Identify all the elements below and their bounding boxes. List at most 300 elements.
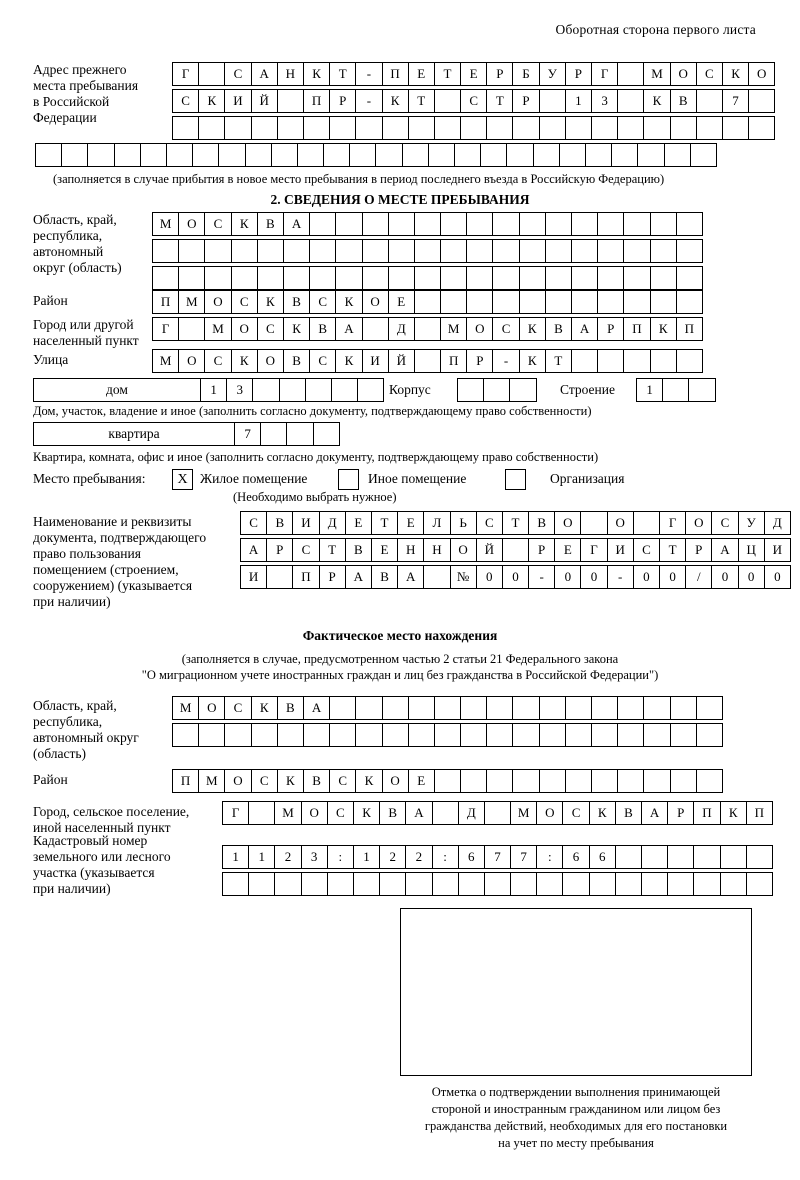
char-cell[interactable] bbox=[388, 212, 415, 236]
char-cell[interactable] bbox=[650, 290, 677, 314]
char-cell[interactable]: Д bbox=[319, 511, 346, 535]
char-cell[interactable]: Й bbox=[476, 538, 503, 562]
char-cell[interactable]: О bbox=[257, 349, 284, 373]
char-cell[interactable] bbox=[277, 116, 304, 140]
char-cell[interactable] bbox=[519, 212, 546, 236]
char-cell[interactable]: А bbox=[303, 696, 330, 720]
char-cell[interactable]: С bbox=[257, 317, 284, 341]
char-cell[interactable]: № bbox=[450, 565, 477, 589]
char-cell[interactable]: Й bbox=[388, 349, 415, 373]
char-cell[interactable]: К bbox=[303, 62, 330, 86]
char-cell[interactable]: Е bbox=[460, 62, 487, 86]
char-cell[interactable]: О bbox=[224, 769, 251, 793]
char-cell[interactable] bbox=[676, 290, 703, 314]
char-cell[interactable]: О bbox=[554, 511, 581, 535]
char-cell[interactable]: П bbox=[693, 801, 720, 825]
char-cell[interactable]: И bbox=[292, 511, 319, 535]
char-cell[interactable]: Р bbox=[266, 538, 293, 562]
checkbox-organizaciya[interactable] bbox=[505, 469, 526, 490]
char-cell[interactable]: - bbox=[355, 62, 382, 86]
char-cell[interactable] bbox=[696, 696, 723, 720]
char-cell[interactable]: П bbox=[382, 62, 409, 86]
char-cell[interactable] bbox=[458, 872, 485, 896]
char-cell[interactable]: 3 bbox=[301, 845, 328, 869]
char-cell[interactable] bbox=[297, 143, 324, 167]
char-cell[interactable]: В bbox=[257, 212, 284, 236]
char-cell[interactable]: С bbox=[711, 511, 738, 535]
char-cell[interactable]: К bbox=[251, 696, 278, 720]
char-cell[interactable] bbox=[512, 723, 539, 747]
char-cell[interactable]: Р bbox=[319, 565, 346, 589]
char-cell[interactable] bbox=[198, 116, 225, 140]
char-cell[interactable]: 0 bbox=[554, 565, 581, 589]
char-cell[interactable]: С bbox=[696, 62, 723, 86]
char-cell[interactable]: М bbox=[643, 62, 670, 86]
char-cell[interactable]: О bbox=[536, 801, 563, 825]
char-cell[interactable]: С bbox=[251, 769, 278, 793]
char-cell[interactable]: Р bbox=[597, 317, 624, 341]
char-cell[interactable] bbox=[231, 266, 258, 290]
char-cell[interactable]: Т bbox=[408, 89, 435, 113]
char-cell[interactable] bbox=[696, 89, 723, 113]
char-cell[interactable]: 0 bbox=[659, 565, 686, 589]
char-cell[interactable] bbox=[512, 769, 539, 793]
char-cell[interactable]: В bbox=[283, 290, 310, 314]
char-cell[interactable] bbox=[637, 143, 664, 167]
char-cell[interactable]: А bbox=[405, 801, 432, 825]
char-cell[interactable] bbox=[457, 378, 484, 402]
char-cell[interactable]: М bbox=[152, 212, 179, 236]
char-cell[interactable] bbox=[329, 696, 356, 720]
char-cell[interactable]: 1 bbox=[248, 845, 275, 869]
char-cell[interactable] bbox=[362, 266, 389, 290]
char-cell[interactable]: К bbox=[722, 62, 749, 86]
char-cell[interactable] bbox=[414, 349, 441, 373]
char-cell[interactable] bbox=[87, 143, 114, 167]
char-cell[interactable]: Г bbox=[152, 317, 179, 341]
char-cell[interactable]: А bbox=[335, 317, 362, 341]
char-cell[interactable] bbox=[492, 212, 519, 236]
char-cell[interactable]: И bbox=[764, 538, 791, 562]
char-cell[interactable] bbox=[355, 696, 382, 720]
char-cell[interactable]: Т bbox=[486, 89, 513, 113]
char-cell[interactable] bbox=[617, 89, 644, 113]
char-cell[interactable] bbox=[335, 239, 362, 263]
char-cell[interactable] bbox=[748, 89, 775, 113]
char-cell[interactable] bbox=[539, 769, 566, 793]
char-cell[interactable] bbox=[565, 696, 592, 720]
char-cell[interactable] bbox=[460, 723, 487, 747]
char-cell[interactable] bbox=[309, 239, 336, 263]
char-cell[interactable] bbox=[266, 565, 293, 589]
char-cell[interactable]: : bbox=[536, 845, 563, 869]
char-cell[interactable] bbox=[335, 212, 362, 236]
char-cell[interactable]: Е bbox=[397, 511, 424, 535]
char-cell[interactable]: А bbox=[283, 212, 310, 236]
char-cell[interactable]: П bbox=[676, 317, 703, 341]
char-cell[interactable]: 6 bbox=[458, 845, 485, 869]
char-cell[interactable]: С bbox=[633, 538, 660, 562]
char-cell[interactable] bbox=[565, 769, 592, 793]
char-cell[interactable] bbox=[571, 212, 598, 236]
char-cell[interactable]: С bbox=[329, 769, 356, 793]
char-cell[interactable] bbox=[650, 212, 677, 236]
char-cell[interactable]: О bbox=[685, 511, 712, 535]
char-cell[interactable] bbox=[329, 116, 356, 140]
char-cell[interactable] bbox=[434, 769, 461, 793]
char-cell[interactable]: О bbox=[198, 696, 225, 720]
char-cell[interactable]: Г bbox=[172, 62, 199, 86]
char-cell[interactable]: Ь bbox=[450, 511, 477, 535]
char-cell[interactable]: 1 bbox=[200, 378, 227, 402]
char-cell[interactable] bbox=[204, 266, 231, 290]
char-cell[interactable]: В bbox=[283, 349, 310, 373]
char-cell[interactable] bbox=[224, 723, 251, 747]
char-cell[interactable] bbox=[690, 143, 717, 167]
char-cell[interactable] bbox=[301, 872, 328, 896]
char-cell[interactable] bbox=[589, 872, 616, 896]
char-cell[interactable] bbox=[641, 845, 668, 869]
char-cell[interactable] bbox=[277, 89, 304, 113]
char-cell[interactable] bbox=[571, 239, 598, 263]
char-cell[interactable] bbox=[623, 290, 650, 314]
char-cell[interactable] bbox=[597, 212, 624, 236]
char-cell[interactable] bbox=[434, 723, 461, 747]
char-cell[interactable] bbox=[611, 143, 638, 167]
char-cell[interactable]: О bbox=[362, 290, 389, 314]
char-cell[interactable] bbox=[382, 723, 409, 747]
char-cell[interactable] bbox=[650, 266, 677, 290]
char-cell[interactable] bbox=[623, 212, 650, 236]
char-cell[interactable]: Д bbox=[458, 801, 485, 825]
char-cell[interactable] bbox=[327, 872, 354, 896]
char-cell[interactable] bbox=[506, 143, 533, 167]
char-cell[interactable]: О bbox=[301, 801, 328, 825]
char-cell[interactable] bbox=[510, 872, 537, 896]
char-cell[interactable] bbox=[623, 239, 650, 263]
char-cell[interactable]: М bbox=[274, 801, 301, 825]
checkbox-inoe[interactable] bbox=[338, 469, 359, 490]
char-cell[interactable] bbox=[545, 212, 572, 236]
char-cell[interactable]: И bbox=[362, 349, 389, 373]
char-cell[interactable]: С bbox=[224, 62, 251, 86]
char-cell[interactable] bbox=[283, 239, 310, 263]
char-cell[interactable]: В bbox=[545, 317, 572, 341]
char-cell[interactable] bbox=[676, 212, 703, 236]
char-cell[interactable] bbox=[382, 116, 409, 140]
char-cell[interactable]: В bbox=[615, 801, 642, 825]
char-cell[interactable] bbox=[172, 116, 199, 140]
char-cell[interactable] bbox=[670, 116, 697, 140]
char-cell[interactable]: К bbox=[231, 212, 258, 236]
char-cell[interactable] bbox=[222, 872, 249, 896]
char-cell[interactable]: 3 bbox=[226, 378, 253, 402]
char-cell[interactable] bbox=[643, 696, 670, 720]
char-cell[interactable] bbox=[172, 723, 199, 747]
char-cell[interactable] bbox=[662, 378, 689, 402]
char-cell[interactable] bbox=[650, 349, 677, 373]
char-cell[interactable] bbox=[349, 143, 376, 167]
char-cell[interactable]: М bbox=[204, 317, 231, 341]
char-cell[interactable] bbox=[434, 696, 461, 720]
char-cell[interactable]: П bbox=[623, 317, 650, 341]
char-cell[interactable] bbox=[591, 723, 618, 747]
char-cell[interactable] bbox=[440, 266, 467, 290]
char-cell[interactable] bbox=[414, 317, 441, 341]
char-cell[interactable] bbox=[746, 872, 773, 896]
char-cell[interactable]: Д bbox=[764, 511, 791, 535]
char-cell[interactable] bbox=[114, 143, 141, 167]
checkbox-zhiloe[interactable]: X bbox=[172, 469, 193, 490]
char-cell[interactable]: К bbox=[198, 89, 225, 113]
char-cell[interactable] bbox=[323, 143, 350, 167]
char-cell[interactable]: Т bbox=[329, 62, 356, 86]
char-cell[interactable] bbox=[274, 872, 301, 896]
char-cell[interactable] bbox=[362, 212, 389, 236]
char-cell[interactable] bbox=[643, 723, 670, 747]
char-cell[interactable] bbox=[617, 696, 644, 720]
char-cell[interactable] bbox=[245, 143, 272, 167]
char-cell[interactable]: А bbox=[251, 62, 278, 86]
char-cell[interactable] bbox=[329, 723, 356, 747]
char-cell[interactable] bbox=[512, 116, 539, 140]
char-cell[interactable] bbox=[224, 116, 251, 140]
char-cell[interactable]: Н bbox=[397, 538, 424, 562]
char-cell[interactable] bbox=[580, 511, 607, 535]
char-cell[interactable] bbox=[641, 872, 668, 896]
char-cell[interactable]: Т bbox=[319, 538, 346, 562]
char-cell[interactable]: С bbox=[292, 538, 319, 562]
char-cell[interactable]: 7 bbox=[510, 845, 537, 869]
char-cell[interactable] bbox=[432, 872, 459, 896]
char-cell[interactable] bbox=[562, 872, 589, 896]
char-cell[interactable] bbox=[492, 290, 519, 314]
char-cell[interactable] bbox=[591, 116, 618, 140]
char-cell[interactable] bbox=[388, 239, 415, 263]
char-cell[interactable]: О bbox=[231, 317, 258, 341]
char-cell[interactable] bbox=[667, 872, 694, 896]
char-cell[interactable]: А bbox=[641, 801, 668, 825]
char-cell[interactable] bbox=[251, 116, 278, 140]
char-cell[interactable] bbox=[492, 239, 519, 263]
char-cell[interactable]: С bbox=[309, 290, 336, 314]
char-cell[interactable] bbox=[408, 723, 435, 747]
char-cell[interactable] bbox=[512, 696, 539, 720]
char-cell[interactable] bbox=[283, 266, 310, 290]
char-cell[interactable] bbox=[257, 266, 284, 290]
char-cell[interactable]: : bbox=[432, 845, 459, 869]
char-cell[interactable] bbox=[688, 378, 715, 402]
char-cell[interactable] bbox=[388, 266, 415, 290]
char-cell[interactable] bbox=[565, 116, 592, 140]
char-cell[interactable]: Т bbox=[545, 349, 572, 373]
char-cell[interactable] bbox=[533, 143, 560, 167]
char-cell[interactable] bbox=[748, 116, 775, 140]
char-cell[interactable]: М bbox=[198, 769, 225, 793]
char-cell[interactable]: Е bbox=[408, 769, 435, 793]
char-cell[interactable] bbox=[617, 62, 644, 86]
char-cell[interactable]: Е bbox=[408, 62, 435, 86]
char-cell[interactable] bbox=[643, 116, 670, 140]
char-cell[interactable] bbox=[720, 845, 747, 869]
char-cell[interactable] bbox=[432, 801, 459, 825]
char-cell[interactable] bbox=[305, 378, 332, 402]
char-cell[interactable] bbox=[466, 290, 493, 314]
char-cell[interactable] bbox=[615, 845, 642, 869]
char-cell[interactable] bbox=[676, 349, 703, 373]
char-cell[interactable]: П bbox=[746, 801, 773, 825]
char-cell[interactable] bbox=[720, 872, 747, 896]
char-cell[interactable] bbox=[251, 723, 278, 747]
char-cell[interactable]: Б bbox=[512, 62, 539, 86]
char-cell[interactable]: 0 bbox=[738, 565, 765, 589]
char-cell[interactable] bbox=[597, 290, 624, 314]
char-cell[interactable]: : bbox=[327, 845, 354, 869]
char-cell[interactable]: - bbox=[355, 89, 382, 113]
char-cell[interactable] bbox=[650, 239, 677, 263]
stamp-box[interactable] bbox=[400, 908, 752, 1076]
char-cell[interactable]: Г bbox=[591, 62, 618, 86]
char-cell[interactable] bbox=[591, 769, 618, 793]
char-cell[interactable]: О bbox=[204, 290, 231, 314]
char-cell[interactable] bbox=[539, 696, 566, 720]
char-cell[interactable] bbox=[664, 143, 691, 167]
char-cell[interactable] bbox=[303, 116, 330, 140]
char-cell[interactable] bbox=[353, 872, 380, 896]
char-cell[interactable]: Г bbox=[580, 538, 607, 562]
char-cell[interactable] bbox=[303, 723, 330, 747]
char-cell[interactable]: К bbox=[519, 349, 546, 373]
char-cell[interactable]: 0 bbox=[476, 565, 503, 589]
char-cell[interactable]: О bbox=[178, 212, 205, 236]
char-cell[interactable] bbox=[597, 266, 624, 290]
char-cell[interactable]: К bbox=[382, 89, 409, 113]
char-cell[interactable] bbox=[460, 769, 487, 793]
char-cell[interactable] bbox=[585, 143, 612, 167]
char-cell[interactable]: Г bbox=[659, 511, 686, 535]
char-cell[interactable]: Р bbox=[685, 538, 712, 562]
char-cell[interactable]: К bbox=[257, 290, 284, 314]
char-cell[interactable] bbox=[670, 723, 697, 747]
char-cell[interactable] bbox=[454, 143, 481, 167]
char-cell[interactable]: К bbox=[355, 769, 382, 793]
char-cell[interactable]: К bbox=[353, 801, 380, 825]
char-cell[interactable] bbox=[466, 239, 493, 263]
char-cell[interactable] bbox=[231, 239, 258, 263]
char-cell[interactable] bbox=[309, 266, 336, 290]
char-cell[interactable] bbox=[643, 769, 670, 793]
char-cell[interactable] bbox=[539, 723, 566, 747]
char-cell[interactable] bbox=[696, 723, 723, 747]
char-cell[interactable] bbox=[486, 116, 513, 140]
char-cell[interactable] bbox=[492, 266, 519, 290]
char-cell[interactable] bbox=[408, 696, 435, 720]
char-cell[interactable]: К bbox=[283, 317, 310, 341]
char-cell[interactable] bbox=[460, 116, 487, 140]
char-cell[interactable] bbox=[402, 143, 429, 167]
char-cell[interactable]: К bbox=[720, 801, 747, 825]
char-cell[interactable]: 2 bbox=[405, 845, 432, 869]
char-cell[interactable]: Л bbox=[423, 511, 450, 535]
char-cell[interactable]: - bbox=[528, 565, 555, 589]
char-cell[interactable] bbox=[375, 143, 402, 167]
char-cell[interactable] bbox=[279, 378, 306, 402]
char-cell[interactable]: К bbox=[650, 317, 677, 341]
char-cell[interactable] bbox=[414, 212, 441, 236]
char-cell[interactable]: 0 bbox=[764, 565, 791, 589]
char-cell[interactable]: С bbox=[231, 290, 258, 314]
char-cell[interactable] bbox=[440, 290, 467, 314]
char-cell[interactable] bbox=[286, 422, 313, 446]
char-cell[interactable] bbox=[502, 538, 529, 562]
char-cell[interactable] bbox=[414, 290, 441, 314]
char-cell[interactable]: О bbox=[607, 511, 634, 535]
char-cell[interactable] bbox=[486, 723, 513, 747]
char-cell[interactable] bbox=[414, 239, 441, 263]
char-cell[interactable]: 2 bbox=[274, 845, 301, 869]
char-cell[interactable] bbox=[460, 696, 487, 720]
char-cell[interactable] bbox=[313, 422, 340, 446]
char-cell[interactable] bbox=[545, 266, 572, 290]
char-cell[interactable]: Р bbox=[512, 89, 539, 113]
char-cell[interactable] bbox=[248, 872, 275, 896]
char-cell[interactable] bbox=[509, 378, 536, 402]
char-cell[interactable]: М bbox=[172, 696, 199, 720]
char-cell[interactable]: Е bbox=[554, 538, 581, 562]
char-cell[interactable]: В bbox=[371, 565, 398, 589]
char-cell[interactable] bbox=[696, 116, 723, 140]
char-cell[interactable] bbox=[696, 769, 723, 793]
char-cell[interactable]: О bbox=[450, 538, 477, 562]
char-cell[interactable] bbox=[536, 872, 563, 896]
char-cell[interactable] bbox=[676, 266, 703, 290]
char-cell[interactable] bbox=[617, 769, 644, 793]
char-cell[interactable]: У bbox=[738, 511, 765, 535]
char-cell[interactable]: С bbox=[476, 511, 503, 535]
char-cell[interactable] bbox=[670, 769, 697, 793]
char-cell[interactable] bbox=[252, 378, 279, 402]
char-cell[interactable] bbox=[357, 378, 384, 402]
char-cell[interactable] bbox=[519, 290, 546, 314]
char-cell[interactable] bbox=[309, 212, 336, 236]
char-cell[interactable]: В bbox=[379, 801, 406, 825]
char-cell[interactable]: - bbox=[607, 565, 634, 589]
char-cell[interactable]: 0 bbox=[580, 565, 607, 589]
char-cell[interactable] bbox=[591, 696, 618, 720]
char-cell[interactable]: Е bbox=[371, 538, 398, 562]
char-cell[interactable] bbox=[623, 266, 650, 290]
char-cell[interactable]: К bbox=[335, 290, 362, 314]
char-cell[interactable]: С bbox=[562, 801, 589, 825]
char-cell[interactable]: М bbox=[178, 290, 205, 314]
char-cell[interactable]: К bbox=[643, 89, 670, 113]
char-cell[interactable]: 2 bbox=[379, 845, 406, 869]
char-cell[interactable] bbox=[260, 422, 287, 446]
char-cell[interactable] bbox=[408, 116, 435, 140]
char-cell[interactable] bbox=[480, 143, 507, 167]
char-cell[interactable] bbox=[545, 239, 572, 263]
char-cell[interactable] bbox=[667, 845, 694, 869]
char-cell[interactable] bbox=[693, 845, 720, 869]
char-cell[interactable]: - bbox=[492, 349, 519, 373]
char-cell[interactable]: С bbox=[204, 212, 231, 236]
char-cell[interactable] bbox=[615, 872, 642, 896]
char-cell[interactable]: П bbox=[303, 89, 330, 113]
char-cell[interactable]: М bbox=[440, 317, 467, 341]
char-cell[interactable] bbox=[486, 696, 513, 720]
char-cell[interactable] bbox=[597, 239, 624, 263]
char-cell[interactable] bbox=[617, 116, 644, 140]
